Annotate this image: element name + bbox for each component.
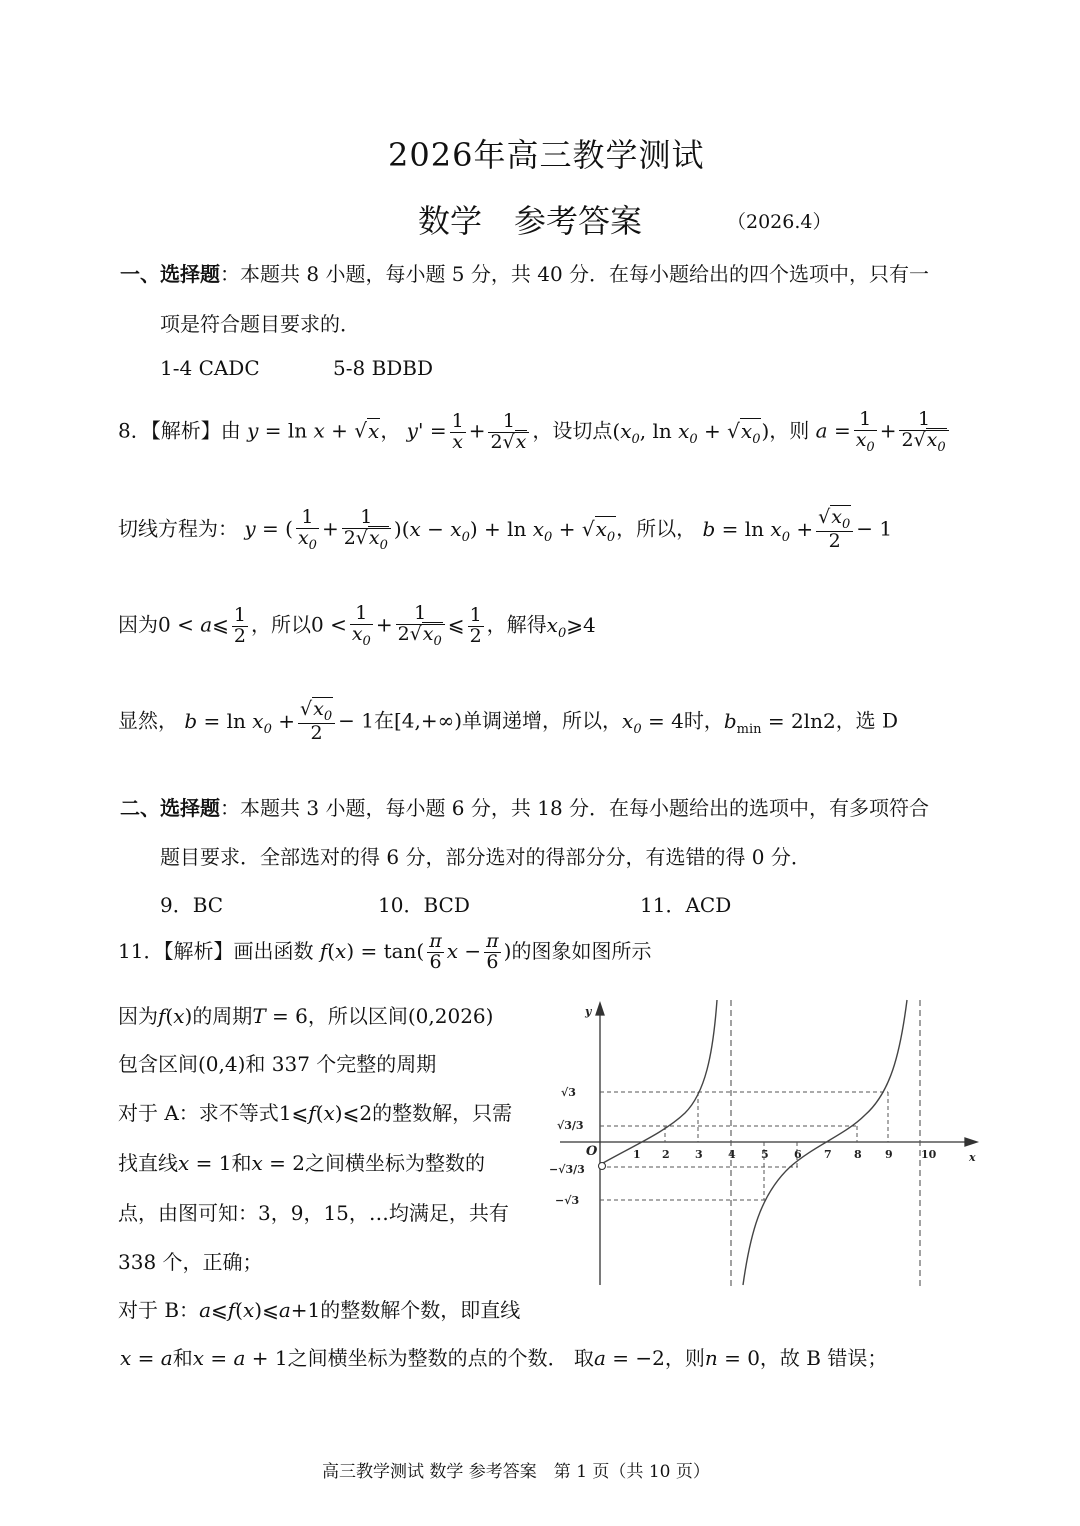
t: 对于 B： bbox=[118, 1298, 200, 1322]
x-label: x bbox=[969, 1151, 976, 1164]
ytick-neg-sqrt3-3: −√3/3 bbox=[549, 1163, 585, 1176]
interval: (0,4) bbox=[198, 1052, 246, 1076]
date-label: （2026.4） bbox=[727, 211, 832, 233]
section-2-line-2: 题目要求．全部选对的得 6 分，部分选对的得部分分，有选错的得 0 分． bbox=[160, 845, 811, 869]
text-so: ，所以， bbox=[616, 516, 697, 541]
t: 包含区间 bbox=[118, 1052, 198, 1076]
x2: x = 2 bbox=[251, 1151, 305, 1175]
ytick-sqrt3-3: √3/3 bbox=[557, 1119, 584, 1132]
tick-1: 1 bbox=[633, 1148, 641, 1161]
q8-lead: 8．【解析】由 bbox=[118, 418, 241, 443]
q8-line-3: 因为0 < a⩽ $\frac{1}{2}$ ，所以0 < $\frac{1}{x_0}$ + $\frac{1}{2√x_0}$ ⩽ $\frac{1}{2}$ ，解得$x_0⩾4$ bbox=[118, 602, 596, 649]
formula-b: $b = \ln x_0$ + bbox=[702, 516, 814, 545]
frac-1-x0: $\frac{1}{x_0}$ bbox=[351, 602, 371, 649]
t: 对于 A：求不等式 bbox=[118, 1101, 279, 1125]
section-1-text: ：本题共 8 小题，每小题 5 分，共 40 分．在每小题给出的四个选项中，只有一 bbox=[220, 262, 930, 286]
ytick-sqrt3: √3 bbox=[561, 1086, 576, 1099]
answer-9: 9．BC bbox=[160, 893, 224, 917]
answer-10: 10．BCD bbox=[378, 893, 470, 917]
ytick-neg-sqrt3: −√3 bbox=[555, 1194, 580, 1207]
frac-sqrtx0-2: $\frac{√x_0}{2}$ bbox=[816, 508, 853, 552]
page-title: 2026年高三教学测试 bbox=[388, 136, 705, 174]
q11-p2 bbox=[118, 1048, 436, 1077]
a-val: a = −2 bbox=[593, 1346, 665, 1370]
t: 的整数解个数，即直线 bbox=[320, 1298, 521, 1322]
tangent-formula: y = ( bbox=[244, 516, 293, 541]
frac-pi-6: $\frac{\pi}{6}$ bbox=[429, 930, 442, 973]
q11-lead: 11．【解析】画出函数 bbox=[118, 938, 314, 963]
tick-5: 5 bbox=[761, 1148, 769, 1161]
frac-1-x: $\frac{1}{x}$ bbox=[451, 409, 464, 453]
q11-p7 bbox=[118, 1294, 520, 1323]
t: 之间横坐标为整数的点的个数． 取 bbox=[287, 1346, 594, 1370]
text-inc: 单调递增，所以， bbox=[462, 708, 623, 733]
text-set: ，设切点 bbox=[532, 418, 613, 443]
t: 和 bbox=[172, 1346, 193, 1370]
frac-1-2: $\frac{1}{2}$ bbox=[233, 603, 246, 647]
page-subtitle: 数学 参考答案 bbox=[418, 202, 643, 240]
tick-7: 7 bbox=[824, 1148, 832, 1161]
x1: x = 1 bbox=[178, 1151, 232, 1175]
t: 找直线 bbox=[118, 1151, 178, 1175]
frac-1-x0: $\frac{1}{x_0}$ bbox=[855, 408, 875, 455]
y-label: y bbox=[585, 1005, 592, 1018]
q11-p6: 338 个，正确； bbox=[118, 1250, 263, 1274]
origin-label: O bbox=[586, 1144, 598, 1159]
frac-1-x0: $\frac{1}{x_0}$ bbox=[297, 506, 317, 553]
cond-a: 0 < a⩽ bbox=[158, 612, 229, 637]
frac-1-2sqrtx0: $\frac{1}{2√x_0}$ bbox=[396, 604, 445, 648]
x0-eq-4: $x_0 = 4$ bbox=[622, 708, 684, 737]
formula-yprime: y' = bbox=[406, 418, 447, 443]
tan-graph bbox=[545, 995, 985, 1295]
answers-1-4: 1-4 CADC bbox=[160, 356, 260, 380]
formula-point: ($x_0$, $\ln x_0 + √x_0$) bbox=[612, 418, 770, 447]
t: 的整数解，只需 bbox=[372, 1101, 513, 1125]
open-point bbox=[599, 1163, 606, 1170]
n-val: n = 0 bbox=[704, 1346, 760, 1370]
ineq: a⩽f(x)⩽a+1 bbox=[199, 1298, 321, 1322]
obviously: 显然， bbox=[118, 708, 178, 733]
q11-line-1: 11．【解析】画出函数 f(x) = tan( $\frac{\pi}{6}$ x − $\frac{\pi}{6}$ )的图象如图所示 bbox=[118, 930, 652, 973]
x-arrow-icon bbox=[965, 1138, 977, 1146]
q11-p3 bbox=[118, 1097, 512, 1126]
page-footer: 高三教学测试 数学 参考答案 第 1 页（共 10 页） bbox=[322, 1462, 710, 1482]
q11-p1 bbox=[118, 1000, 493, 1029]
frac-1-2sqrtx0: $\frac{1}{2√x_0}$ bbox=[342, 508, 391, 552]
text-get: ，解得 bbox=[486, 612, 547, 637]
tick-8: 8 bbox=[854, 1148, 862, 1161]
y-arrow-icon bbox=[596, 1003, 604, 1015]
section-2-text: ：本题共 3 小题，每小题 6 分，共 18 分．在每小题给出的选项中，有多项符合 bbox=[220, 796, 930, 820]
section-1-line-1 bbox=[120, 258, 929, 287]
frac-pi-6: $\frac{\pi}{6}$ bbox=[486, 930, 499, 973]
answers-5-8: 5-8 BDBD bbox=[333, 356, 434, 380]
tick-6: 6 bbox=[794, 1148, 802, 1161]
text-so2: ，所以 bbox=[250, 612, 311, 637]
t: 和 337 个完整的周期 bbox=[245, 1052, 437, 1076]
period: T = 6 bbox=[252, 1004, 308, 1028]
formula-a: a = bbox=[815, 418, 851, 443]
t: 的周期 bbox=[192, 1004, 253, 1028]
t: 因为 bbox=[118, 1004, 158, 1028]
q8-line-2: 切线方程为： y = ( $\frac{1}{x_0}$ + $\frac{1}{2√x_0}$ )$(x - x_0) + \ln x_0 + √x_0$，所以， $b = \ln x_0$ + $\frac{√x_0}{2}$ − 1 bbox=[118, 506, 893, 553]
bmin: $b_{min} = 2\ln 2$ bbox=[723, 708, 836, 737]
q8-line-1: 8．【解析】由 y = ln x + √x， y' = $\frac{1}{x}$ + $\frac{1}{2√x}$ ，设切点($x_0$, $\ln x_0 + √x_0$)，则 a = $\frac{1}{x_0}$ + $\frac{1}{2√x_0}$ bbox=[118, 410, 952, 454]
t: 和 bbox=[231, 1151, 252, 1175]
tick-3: 3 bbox=[695, 1148, 703, 1161]
frac-1-2sqrtx: $\frac{1}{2√x}$ bbox=[488, 412, 529, 453]
q11-p4 bbox=[118, 1147, 485, 1176]
q11-p8 bbox=[120, 1342, 887, 1371]
t: ，故 B 错误； bbox=[759, 1346, 888, 1370]
text-in: 在 bbox=[373, 708, 394, 733]
section-2-label: 二、选择题 bbox=[120, 796, 220, 820]
answer-11: 11．ACD bbox=[640, 893, 732, 917]
text-choose: ，选 D bbox=[835, 708, 899, 733]
result-x0: $x_0⩾4$ bbox=[546, 612, 596, 641]
t: ，所以区间 bbox=[307, 1004, 408, 1028]
q11-tail: 的图象如图所示 bbox=[511, 938, 652, 963]
comma: ， bbox=[380, 418, 401, 443]
tangent-lead: 切线方程为： bbox=[118, 516, 238, 541]
q8-line-4: 显然， $b = \ln x_0$ + $\frac{√x_0}{2}$ − 1在[4,+∞)单调递增，所以，$x_0 = 4$时，$b_{min} = 2\ln 2$，选 D bbox=[118, 698, 899, 745]
frac-sqrtx0-2: $\frac{√x_0}{2}$ bbox=[298, 700, 335, 744]
ineq: 0 < bbox=[310, 612, 347, 637]
section-1-line-2: 项是符合题目要求的． bbox=[160, 312, 360, 336]
tick-4: 4 bbox=[728, 1148, 736, 1161]
formula-y: y = ln x + √x bbox=[247, 418, 380, 443]
interval: [4,+∞) bbox=[393, 708, 463, 733]
section-1-label: 一、选择题 bbox=[120, 262, 220, 286]
xa1: x = a + 1 bbox=[192, 1346, 288, 1370]
xa: x = a bbox=[120, 1346, 173, 1370]
t: 之间横坐标为整数的 bbox=[304, 1151, 485, 1175]
interval: (0,2026) bbox=[407, 1004, 494, 1028]
t: ，则 bbox=[664, 1346, 705, 1370]
tick-2: 2 bbox=[662, 1148, 670, 1161]
tick-9: 9 bbox=[885, 1148, 893, 1161]
q11-p5: 点，由图可知：3，9，15，…均满足，共有 bbox=[118, 1201, 509, 1225]
text-then: ，则 bbox=[769, 418, 810, 443]
section-2-line-1 bbox=[120, 792, 929, 821]
because: 因为 bbox=[118, 612, 158, 637]
fx-def: f(x) = tan( bbox=[319, 938, 425, 963]
text-when: 时， bbox=[683, 708, 724, 733]
formula-b2: $b = \ln x_0$ + bbox=[184, 708, 295, 737]
frac-1-2: $\frac{1}{2}$ bbox=[469, 603, 482, 647]
tick-10: 10 bbox=[921, 1148, 937, 1161]
tan-branch-1 bbox=[603, 1000, 717, 1163]
fx: f(x) bbox=[158, 1004, 193, 1028]
frac-1-2sqrtx0: $\frac{1}{2√x_0}$ bbox=[899, 410, 948, 454]
ineq: 1⩽f(x)⩽2 bbox=[278, 1101, 373, 1125]
